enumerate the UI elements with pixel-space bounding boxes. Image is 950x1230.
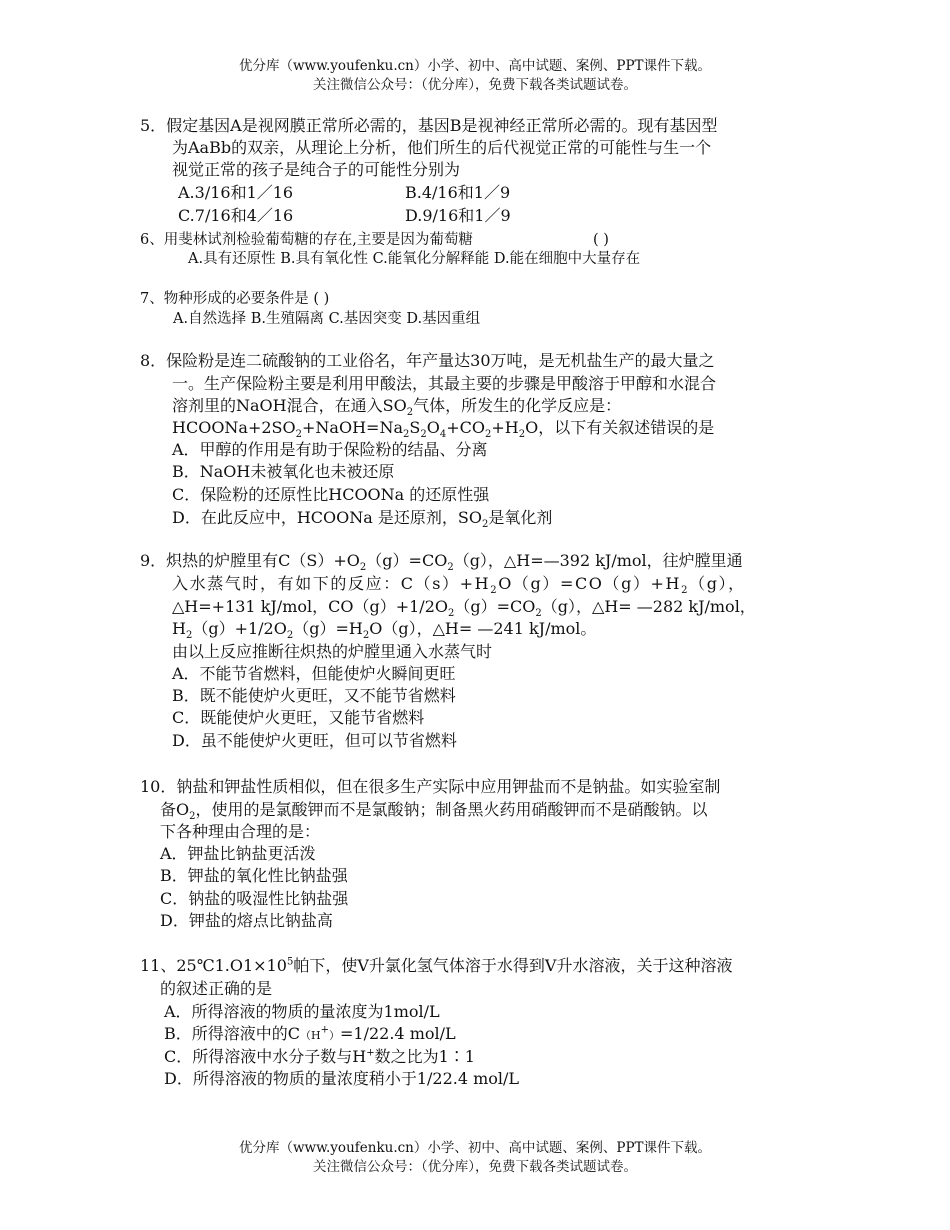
q8-option-a: A．甲醇的作用是有助于保险粉的结晶、分离 bbox=[172, 440, 488, 459]
q9-option-c: C．既能使炉火更旺，又能节省燃料 bbox=[172, 708, 425, 727]
q11-option-b: B．所得溶液中的C（H+）=1/22.4 mol/L bbox=[164, 1024, 456, 1043]
q9-option-b: B．既不能使炉火更旺，又不能节省燃料 bbox=[172, 686, 456, 705]
q10-option-c: C．钠盐的吸湿性比钠盐强 bbox=[160, 889, 349, 908]
q8-line-1: 8．保险粉是连二硫酸钠的工业俗名，年产量达30万吨，是无机盐生产的最大量之 bbox=[140, 351, 715, 370]
q10-option-b: B．钾盐的氧化性比钠盐强 bbox=[160, 866, 348, 885]
q5-line-1: 5．假定基因A是视网膜正常所必需的，基因B是视神经正常所必需的。现有基因型 bbox=[140, 116, 718, 135]
q10-line-2: 备$O_2$，使用的是氯酸钾而不是氯酸钠；制备黑火药用硝酸钾而不是硝酸钠。以 bbox=[160, 800, 708, 823]
q6-stem: 6、用斐林试剂检验葡萄糖的存在,主要是因为葡萄糖 bbox=[140, 232, 473, 248]
header-line-2: 关注微信公众号：（优分库），免费下载各类试题试卷。 bbox=[313, 77, 637, 93]
footer-line-2: 关注微信公众号：（优分库），免费下载各类试题试卷。 bbox=[313, 1159, 637, 1175]
q6-options: A.具有还原性 B.具有氧化性 C.能氧化分解释能 D.能在细胞中大量存在 bbox=[188, 251, 641, 267]
q10-line-3: 下各种理由合理的是： bbox=[160, 822, 321, 841]
header-line-1: 优分库（www.youfenku.cn）小学、初中、高中试题、案例、PPT课件下载。 bbox=[238, 58, 712, 74]
q11-option-d: D．所得溶液的物质的量浓度稍小于1/22.4 mol/L bbox=[164, 1069, 520, 1088]
q5-option-c: C.7/16和4／16 bbox=[178, 206, 294, 225]
q8-option-b: B．NaOH未被氧化也未被还原 bbox=[172, 462, 395, 481]
q8-line-3: 溶剂里的NaOH混合，在通入$SO_2$气体，所发生的化学反应是： bbox=[172, 396, 622, 419]
q6-answer-paren: ( ) bbox=[593, 232, 609, 248]
q9-line-2: 入水蒸气时，有如下的反应：$C(s)+H_2O(g)=CO(g)+H_2(g)$， bbox=[172, 574, 746, 597]
q10-option-a: A．钾盐比钠盐更活泼 bbox=[160, 844, 316, 863]
q7-options: A.自然选择 B.生殖隔离 C.基因突变 D.基因重组 bbox=[173, 311, 481, 327]
footer-line-1: 优分库（www.youfenku.cn）小学、初中、高中试题、案例、PPT课件下载。 bbox=[238, 1140, 712, 1156]
page-footer bbox=[0, 1139, 950, 1177]
q7-stem: 7、物种形成的必要条件是 ( ) bbox=[140, 291, 330, 307]
q11-option-a: A．所得溶液的物质的量浓度为1mol/L bbox=[164, 1002, 440, 1021]
q11-line-1: 11、$25℃1.O1\times 10^5$帕下，使V升氯化氢气体溶于水得到V升水溶液，关于这种溶液 bbox=[140, 956, 733, 975]
q9-option-a: A．不能节省燃料，但能使炉火瞬间更旺 bbox=[172, 664, 456, 683]
q8-equation: $HCOONa+2SO_2+NaOH=Na_2S_2O_4+CO_2+H_2O$，以下有关叙述错误的是 bbox=[172, 418, 715, 441]
q8-line-2: 一。生产保险粉主要是利用甲酸法，其最主要的步骤是甲酸溶于甲醇和水混合 bbox=[172, 374, 717, 393]
q5-line-2: 为AaBb的双亲，从理论上分析，他们所生的后代视觉正常的可能性与生一个 bbox=[172, 138, 712, 157]
q8-option-c: C．保险粉的还原性比HCOONa 的还原性强 bbox=[172, 485, 490, 504]
page-header bbox=[0, 57, 950, 95]
q10-line-1: 10．钠盐和钾盐性质相似，但在很多生产实际中应用钾盐而不是钠盐。如实验室制 bbox=[140, 777, 721, 796]
q8-option-d: D．在此反应中，HCOONa 是还原剂，$SO_2$是氧化剂 bbox=[172, 508, 553, 531]
q9-line-4: $H_2(g)+1/2O_2(g)=H_2O(g)$，△H= —241 kJ/mol。 bbox=[172, 619, 597, 642]
q9-line-1: 9．炽热的炉膛里有$C(S)+O_2(g)=CO_2(g)$，△H=—392 kJ/mol，往炉膛里通 bbox=[140, 551, 743, 574]
q9-option-d: D．虽不能使炉火更旺，但可以节省燃料 bbox=[172, 731, 457, 750]
q5-option-a: A.3/16和1／16 bbox=[178, 183, 294, 202]
q5-option-d: D.9/16和1／9 bbox=[405, 206, 511, 225]
q5-option-b: B.4/16和1／9 bbox=[405, 183, 511, 202]
q9-line-5: 由以上反应推断往炽热的炉膛里通入水蒸气时 bbox=[172, 642, 493, 661]
q9-line-3: △H=+131 kJ/mol，$CO(g)+1/2O_2(g)=CO_2(g)$，△H= —282 kJ/mol， bbox=[172, 597, 756, 620]
q5-line-3: 视觉正常的孩子是纯合子的可能性分别为 bbox=[172, 160, 461, 179]
q11-option-c: C．所得溶液中水分子数与H+数之比为1∶1 bbox=[164, 1047, 475, 1066]
q11-line-2: 的叙述正确的是 bbox=[160, 979, 273, 998]
q10-option-d: D．钾盐的熔点比钠盐高 bbox=[160, 911, 333, 930]
